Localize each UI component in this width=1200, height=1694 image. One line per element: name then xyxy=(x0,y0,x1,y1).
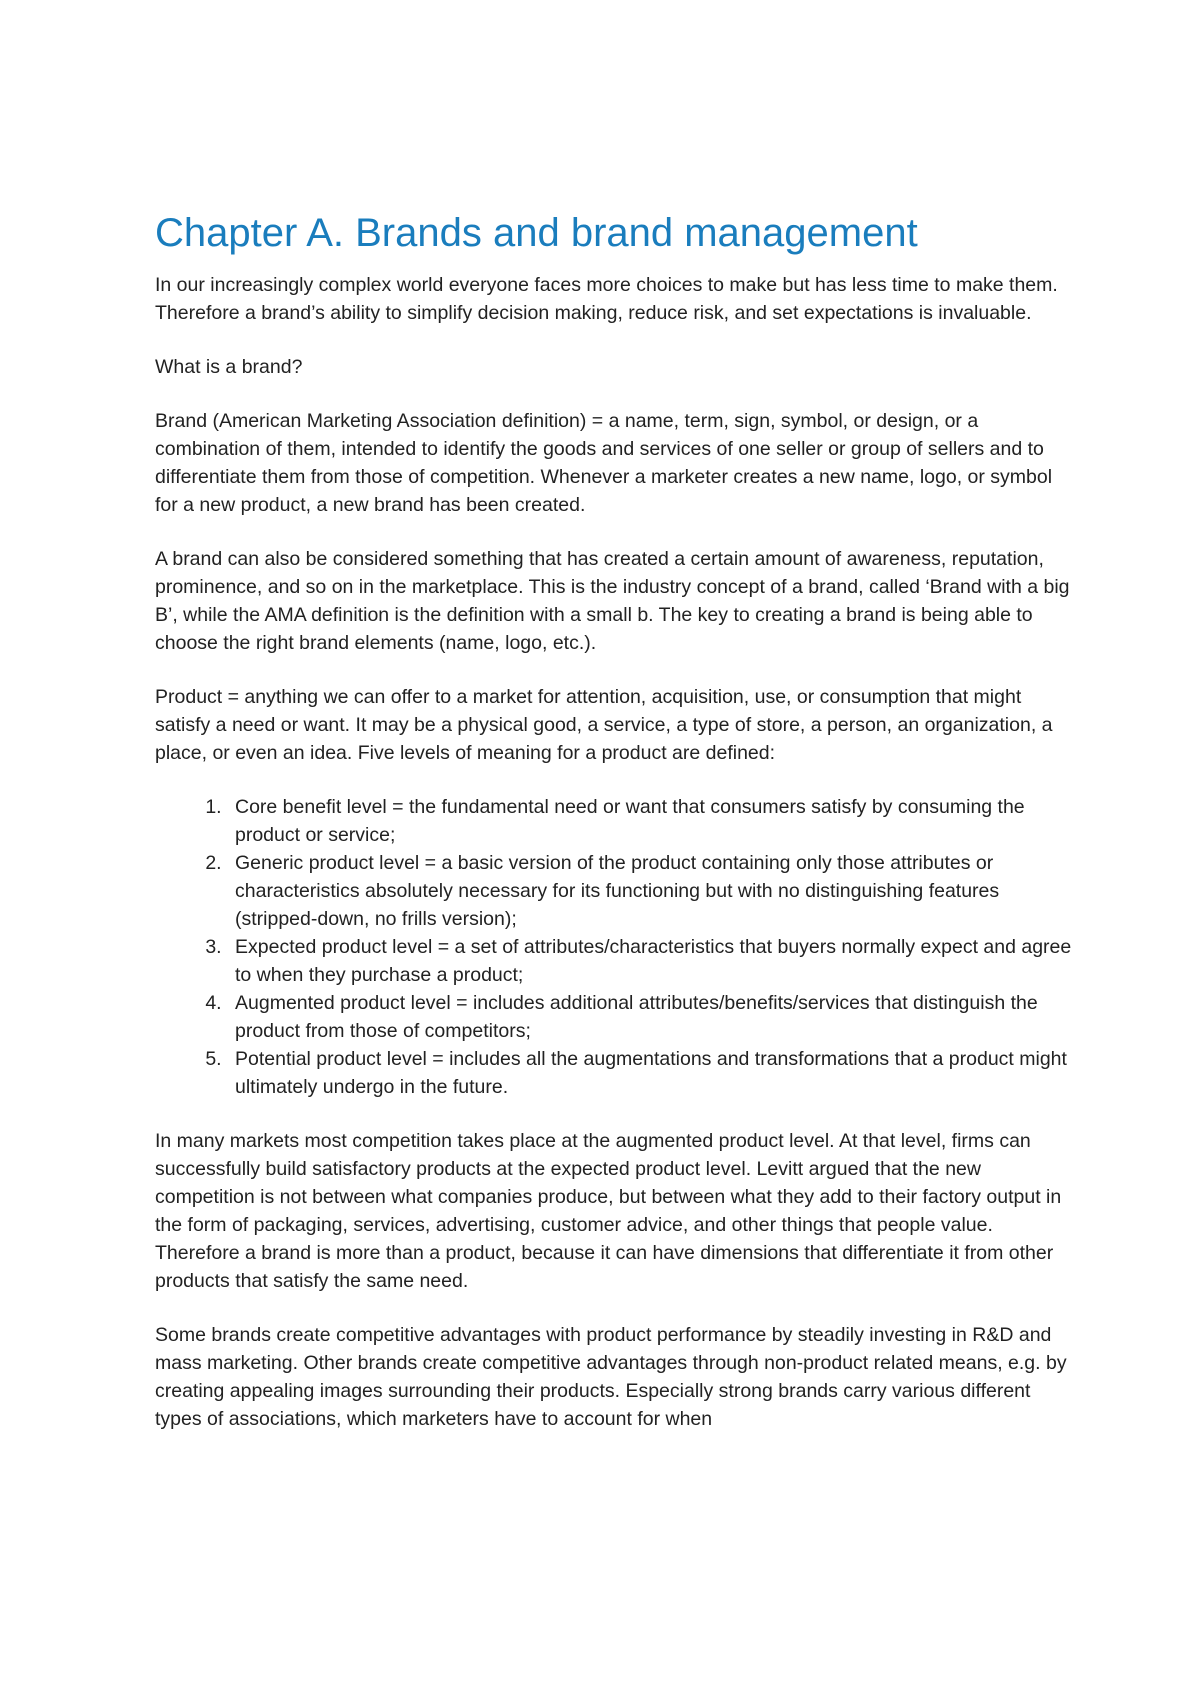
industry-concept-paragraph: A brand can also be considered something that has created a certain amount of awareness, reputation, prominence, and so on in the marketplace. This is the industry concept of a brand, called ‘Brand with a big B’, while the AMA definition is the definition with a small b. The key to creating a brand is being able to choose the right brand elements (name, logo, etc.). xyxy=(155,548,1070,654)
list-item: 1. Core benefit level = the fundamental need or want that consumers satisfy by consuming the product or service; xyxy=(227,793,1075,849)
intro-paragraph: In our increasingly complex world everyone faces more choices to make but has less time to make them. Therefore a brand’s ability to simplify decision making, reduce risk, and set expectations is invaluable. xyxy=(155,274,1058,324)
question-paragraph: What is a brand? xyxy=(155,356,303,378)
chapter-title: Chapter A. Brands and brand management xyxy=(155,211,918,255)
ama-definition-paragraph: Brand (American Marketing Association definition) = a name, term, sign, symbol, or design, or a combination of them, intended to identify the goods and services of one seller or group of sellers and to differentiate them from those of competition. Whenever a marketer creates a new name, logo, or symbol for a new product, a new brand has been created. xyxy=(155,410,1053,516)
list-item: 2. Generic product level = a basic version of the product containing only those attributes or characteristics absolutely necessary for its functioning but with no distinguishing features (stripped-down, no frills version); xyxy=(227,849,1075,933)
competition-paragraph: In many markets most competition takes place at the augmented product level. At that level, firms can successfully build satisfactory products at the expected product level. Levitt argued that the new competition is not between what companies produce, but between what they add to their factory output in the form of packaging, services, advertising, customer advice, and other things that people value. Therefore a brand is more than a product, because it can have dimensions that differentiate it from other products that satisfy the same need. xyxy=(155,1130,1062,1292)
document-content xyxy=(155,205,1075,1433)
product-levels-list xyxy=(155,793,1075,1101)
product-definition-paragraph: Product = anything we can offer to a market for attention, acquisition, use, or consumption that might satisfy a need or want. It may be a physical good, a service, a type of store, a person, an organization, a place, or even an idea. Five levels of meaning for a product are defined: xyxy=(155,686,1053,764)
competitive-advantage-paragraph: Some brands create competitive advantages with product performance by steadily investing in R&D and mass marketing. Other brands create competitive advantages through non-product related means, e.g. by creating appealing images surrounding their products. Especially strong brands carry various different types of associations, which marketers have to account for when xyxy=(155,1324,1067,1430)
list-item: 4. Augmented product level = includes additional attributes/benefits/services that distinguish the product from those of competitors; xyxy=(227,989,1075,1045)
list-item: 3. Expected product level = a set of attributes/characteristics that buyers normally expect and agree to when they purchase a product; xyxy=(227,933,1075,989)
list-item: 5. Potential product level = includes all the augmentations and transformations that a product might ultimately undergo in the future. xyxy=(227,1045,1075,1101)
